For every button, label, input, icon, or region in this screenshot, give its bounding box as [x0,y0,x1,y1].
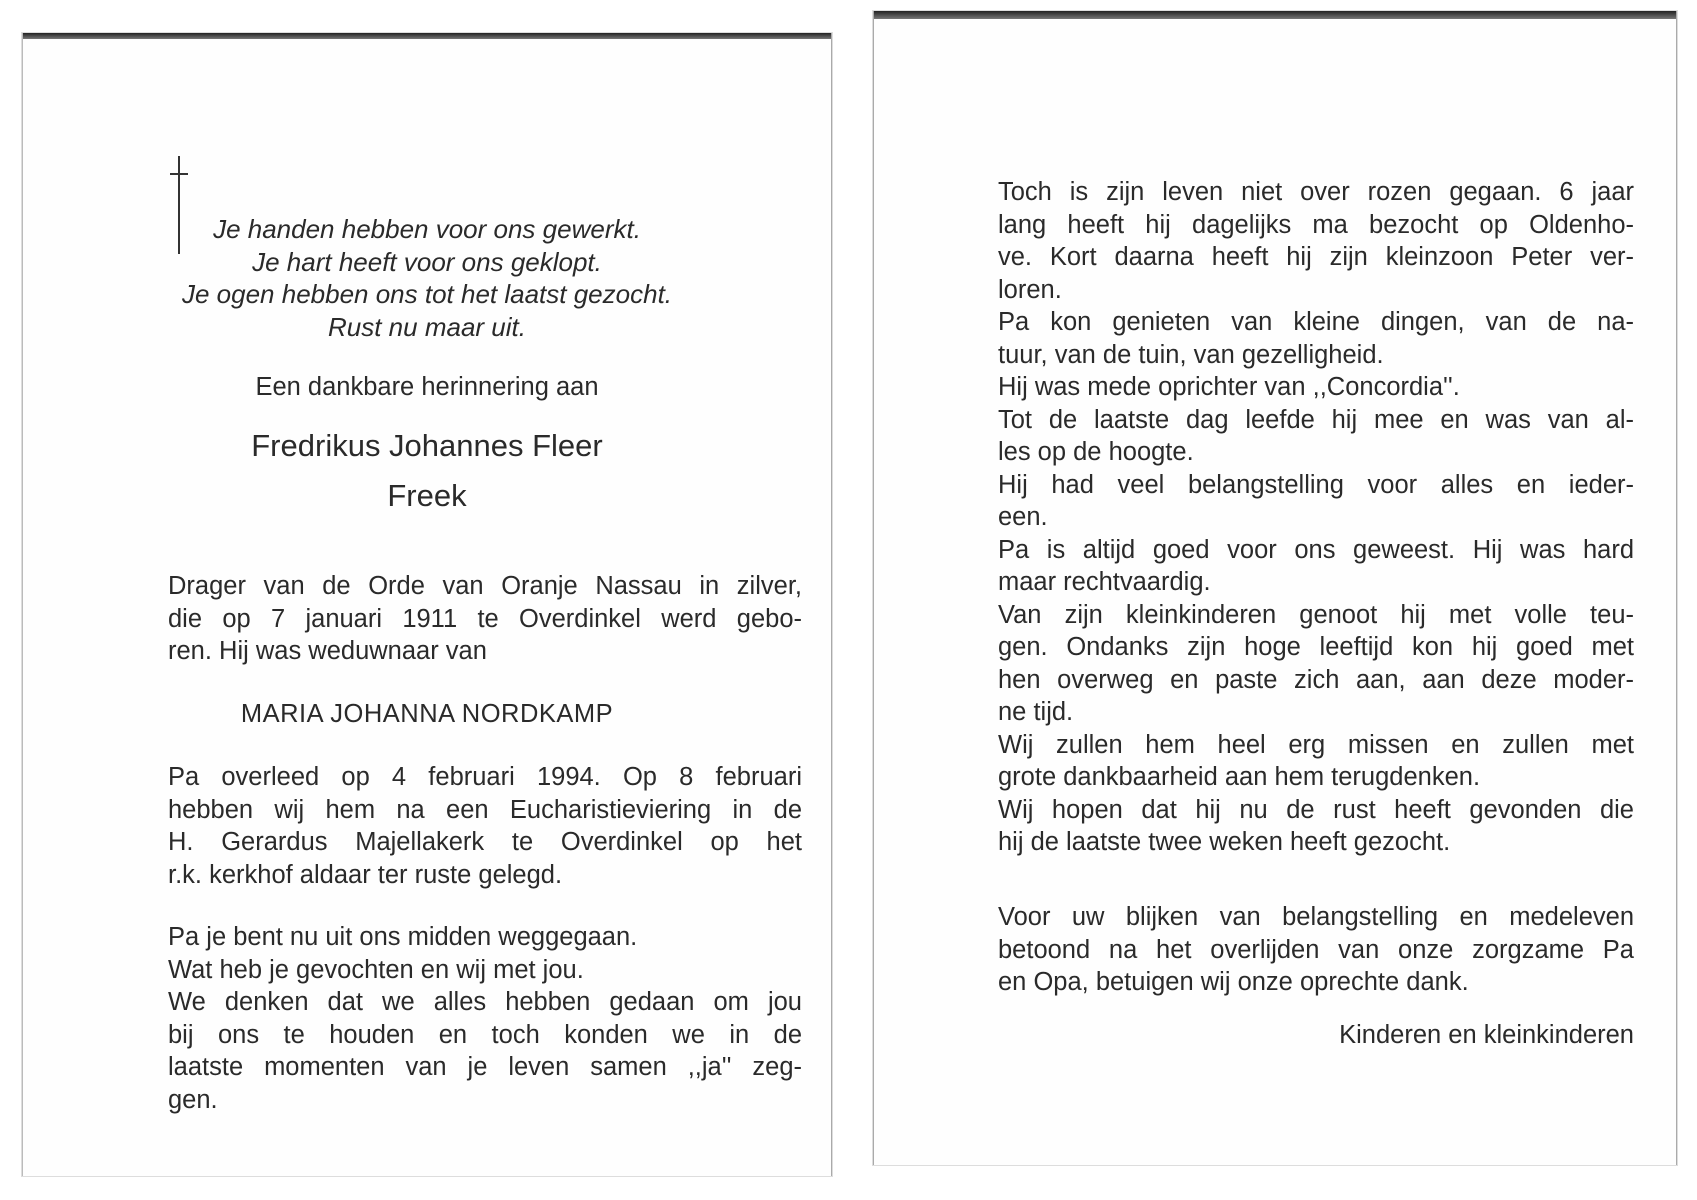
text-line: Toch is zijn leven niet over rozen gegaan. 6 jaar [998,178,1634,206]
text-line: Van zijn kleinkinderen genoot hij met volle teu- [998,600,1634,629]
poem-line: Je handen hebben voor ons gewerkt. [213,214,641,244]
text-line: een. [998,503,1048,531]
text-line: laatste momenten van je leven samen ,,ja'' zeg- [168,1053,802,1081]
deceased-name: Fredrikus Johannes Fleer [251,428,603,463]
text-line: We denken dat we alles hebben gedaan om jou [168,988,802,1016]
text-line: r.k. kerkhof aldaar ter ruste gelegd. [168,860,563,889]
text-line: bij ons te houden en toch konden we in de [168,1020,802,1049]
text-line: H. Gerardus Majellakerk te Overdinkel op het [168,828,802,856]
text-line: lang heeft hij dagelijks ma bezocht op Oldenho- [998,210,1634,239]
text-line: ren. Hij was weduwnaar van [168,637,487,665]
text-line: ve. Kort daarna heeft hij zijn kleinzoon Peter ver- [998,243,1634,271]
text-line: Hij had veel belangstelling voor alles en ieder- [998,470,1634,499]
text-line: hij de laatste twee weken heeft gezocht. [998,828,1451,856]
text-line: en Opa, betuigen wij onze oprechte dank. [998,968,1469,996]
text-line: tuur, van de tuin, van gezelligheid. [998,340,1384,369]
text-line: Pa overleed op 4 februari 1994. Op 8 februari [168,763,802,791]
text-line: maar rechtvaardig. [998,568,1211,596]
text-line: betoond na het overlijden van onze zorgzame Pa [998,935,1634,964]
text-line: Voor uw blijken van belangstelling en medeleven [998,903,1634,931]
text-line: Tot de laatste dag leefde hij mee en was van al- [998,405,1634,434]
poem-line: Je ogen hebben ons tot het laatst gezocht. [181,279,673,309]
text-line: die op 7 januari 1911 te Overdinkel werd gebo- [168,604,802,633]
nickname: Freek [387,478,467,513]
poem-line: Rust nu maar uit. [328,311,526,342]
text-line: ne tijd. [998,698,1074,726]
text-line: Wat heb je gevochten en wij met jou. [168,955,584,984]
text-line: hen overweg en paste zich aan, aan deze moder- [998,665,1634,694]
paragraph-birth [168,570,802,668]
intro: Een dankbare herinnering aan [255,373,599,401]
text-line: Pa is altijd goed voor ons geweest. Hij was hard [998,535,1634,564]
paragraph-farewell [168,921,802,1116]
paragraph-death [168,761,802,891]
signature: Kinderen en kleinkinderen [1339,1021,1634,1049]
text-line: Pa je bent nu uit ons midden weggegaan. [168,923,638,951]
text-line: Drager van de Orde van Oranje Nassau in zilver, [168,572,802,600]
text-line: gen. [168,1085,218,1114]
text-line: loren. [998,275,1062,304]
text-line: gen. Ondanks zijn hoge leeftijd kon hij goed met [998,633,1634,661]
text-line: Pa kon genieten van kleine dingen, van de na- [998,308,1634,336]
card-edge [23,33,831,39]
text-line: Wij hopen dat hij nu de rust heeft gevonden die [998,795,1634,824]
memorial-card-right [873,11,1677,1165]
paragraph-life [998,176,1634,859]
poem [23,213,831,343]
memorial-card-left [22,33,832,1176]
paragraph-thanks [998,901,1634,999]
text-line: les op de hoogte. [998,438,1194,466]
text-line: Wij zullen hem heel erg missen en zullen met [998,730,1634,759]
card-edge [874,11,1676,19]
text-line: hebben wij hem na een Eucharistieviering in de [168,795,802,824]
text-line: Hij was mede oprichter van ,,Concordia''. [998,373,1460,401]
spouse-name: MARIA JOHANNA NORDKAMP [240,700,614,728]
poem-line: Je hart heeft voor ons geklopt. [252,246,602,277]
text-line: grote dankbaarheid aan hem terugdenken. [998,763,1481,791]
